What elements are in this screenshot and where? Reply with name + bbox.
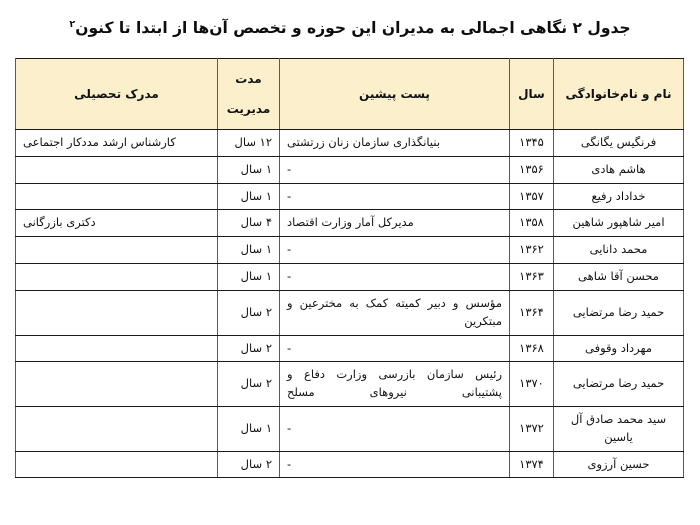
table-body: [16, 130, 684, 478]
table-row: [16, 406, 684, 451]
cell-name: مهرداد وقوفی: [554, 335, 684, 362]
cell-previous-post: بنیانگذاری سازمان زنان زرتشتی: [280, 130, 510, 157]
cell-previous-post: رئیس سازمان بازرسی وزارت دفاع و پشتیبانی نیروهای مسلح: [280, 362, 510, 407]
table-header: [16, 59, 684, 130]
cell-education: کارشناس ارشد مددکار اجتماعی: [16, 130, 218, 157]
cell-year: ۱۳۷۴: [510, 451, 554, 478]
cell-year: ۱۳۵۶: [510, 156, 554, 183]
table-row: [16, 183, 684, 210]
column-header-previous-post: پست پیشین: [280, 59, 510, 130]
cell-name: هاشم هادی: [554, 156, 684, 183]
cell-previous-post: -: [280, 451, 510, 478]
cell-duration: ۱ سال: [218, 264, 280, 291]
cell-previous-post: -: [280, 183, 510, 210]
cell-previous-post: مدیرکل آمار وزارت اقتصاد: [280, 210, 510, 237]
table-row: [16, 335, 684, 362]
table-row: [16, 156, 684, 183]
cell-year: ۱۳۶۴: [510, 290, 554, 335]
cell-name: محسن آقا شاهی: [554, 264, 684, 291]
cell-education: [16, 406, 218, 451]
cell-year: ۱۳۵۷: [510, 183, 554, 210]
cell-duration: ۱ سال: [218, 183, 280, 210]
cell-duration: ۲ سال: [218, 451, 280, 478]
cell-education: دکتری بازرگانی: [16, 210, 218, 237]
cell-year: ۱۳۶۸: [510, 335, 554, 362]
cell-duration: ۲ سال: [218, 335, 280, 362]
cell-duration: ۲ سال: [218, 362, 280, 407]
column-header-year: سال: [510, 59, 554, 130]
cell-year: ۱۳۴۵: [510, 130, 554, 157]
cell-education: [16, 362, 218, 407]
cell-duration: ۲ سال: [218, 290, 280, 335]
cell-education: [16, 451, 218, 478]
column-header-duration-line1: مدت: [235, 71, 262, 86]
cell-year: ۱۳۷۰: [510, 362, 554, 407]
cell-duration: ۴ سال: [218, 210, 280, 237]
cell-duration: ۱۲ سال: [218, 130, 280, 157]
column-header-name: نام و نام‌خانوادگی: [554, 59, 684, 130]
cell-previous-post: -: [280, 237, 510, 264]
managers-table-container: [16, 58, 684, 478]
page-title-text: جدول ۲ نگاهی اجمالی به مدیران این حوزه و تخصص آن‌ها از ابتدا تا کنون: [75, 19, 631, 37]
cell-previous-post: -: [280, 406, 510, 451]
cell-name: محمد دانایی: [554, 237, 684, 264]
table-header-row: [16, 59, 684, 130]
cell-name: فرنگیس یگانگی: [554, 130, 684, 157]
table-row: [16, 210, 684, 237]
table-row: [16, 237, 684, 264]
table-row: [16, 130, 684, 157]
cell-previous-post: مؤسس و دبیر کمیته کمک به مخترعین و مبتکرین: [280, 290, 510, 335]
cell-year: ۱۳۵۸: [510, 210, 554, 237]
column-header-duration-line2: مدیریت: [226, 101, 271, 116]
cell-name: حمید رضا مرتضایی: [554, 290, 684, 335]
cell-name: سید محمد صادق آل یاسین: [554, 406, 684, 451]
cell-name: حسین آرزوی: [554, 451, 684, 478]
column-header-duration: [218, 59, 280, 130]
cell-previous-post: -: [280, 335, 510, 362]
column-header-education: مدرک تحصیلی: [16, 59, 218, 130]
cell-education: [16, 335, 218, 362]
cell-duration: ۱ سال: [218, 406, 280, 451]
table-row: [16, 451, 684, 478]
cell-duration: ۱ سال: [218, 237, 280, 264]
cell-education: [16, 237, 218, 264]
table-row: [16, 290, 684, 335]
title-footnote-marker: ۲: [69, 18, 76, 30]
cell-education: [16, 264, 218, 291]
cell-education: [16, 183, 218, 210]
cell-name: امیر شاهپور شاهین: [554, 210, 684, 237]
cell-previous-post: -: [280, 156, 510, 183]
managers-table: [15, 58, 684, 478]
table-row: [16, 264, 684, 291]
cell-year: ۱۳۶۲: [510, 237, 554, 264]
cell-education: [16, 290, 218, 335]
cell-previous-post: -: [280, 264, 510, 291]
cell-name: حمید رضا مرتضایی: [554, 362, 684, 407]
cell-duration: ۱ سال: [218, 156, 280, 183]
page-title: [18, 18, 682, 38]
table-row: [16, 362, 684, 407]
cell-year: ۱۳۶۳: [510, 264, 554, 291]
cell-year: ۱۳۷۲: [510, 406, 554, 451]
cell-education: [16, 156, 218, 183]
cell-name: خداداد رفیع: [554, 183, 684, 210]
